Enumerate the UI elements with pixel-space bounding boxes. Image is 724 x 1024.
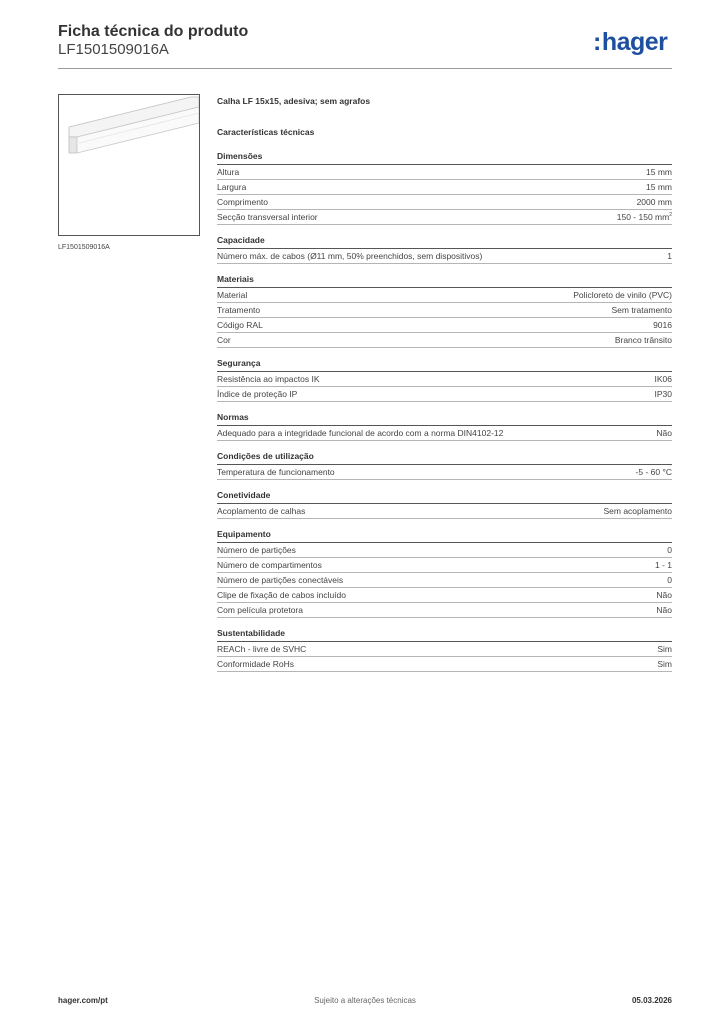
spec-value: Não xyxy=(656,590,672,600)
spec-value-wrap xyxy=(653,318,672,332)
spec-label: Código RAL xyxy=(217,320,263,330)
spec-label: Tratamento xyxy=(217,305,261,315)
spec-group xyxy=(217,358,672,402)
spec-value-wrap xyxy=(646,165,672,179)
spec-value: Policloreto de vinilo (PVC) xyxy=(573,290,672,300)
cable-trunking-image xyxy=(59,95,199,235)
spec-label: Número de partições conectáveis xyxy=(217,575,344,585)
spec-value-wrap xyxy=(657,642,672,656)
spec-value-superscript: 2 xyxy=(669,212,672,219)
spec-value-wrap xyxy=(655,558,672,572)
spec-row xyxy=(217,426,672,441)
spec-value: Sim xyxy=(657,659,672,669)
document-title: Ficha técnica do produto xyxy=(58,23,249,40)
spec-group xyxy=(217,490,672,519)
spec-label: REACh - livre de SVHC xyxy=(217,644,307,654)
spec-value: Sem acoplamento xyxy=(603,506,672,516)
spec-label: Temperatura de funcionamento xyxy=(217,467,335,477)
spec-label: Adequado para a integridade funcional de acordo com a norma DIN4102-12 xyxy=(217,428,504,438)
spec-row xyxy=(217,318,672,333)
spec-value: Branco trânsito xyxy=(614,335,672,345)
spec-value: 15 mm xyxy=(646,182,672,192)
spec-value: 0 xyxy=(667,575,672,585)
spec-value-wrap xyxy=(656,603,672,617)
spec-group-title: Capacidade xyxy=(217,235,672,249)
technical-characteristics-heading: Características técnicas xyxy=(217,127,315,137)
spec-group-title: Equipamento xyxy=(217,529,672,543)
spec-row xyxy=(217,642,672,657)
spec-value-wrap xyxy=(603,504,672,518)
spec-value: 9016 xyxy=(653,320,672,330)
spec-value-wrap xyxy=(657,657,672,671)
spec-value-wrap xyxy=(612,303,672,317)
document-header xyxy=(58,22,248,59)
spec-group xyxy=(217,274,672,348)
spec-row xyxy=(217,504,672,519)
spec-value-wrap xyxy=(667,543,672,557)
spec-label: Número de partições xyxy=(217,545,296,555)
spec-value: Não xyxy=(656,428,672,438)
spec-value-wrap xyxy=(636,465,672,479)
spec-value: 1 xyxy=(667,251,672,261)
spec-group-title: Normas xyxy=(217,412,672,426)
spec-value-wrap xyxy=(667,573,672,587)
spec-value: Não xyxy=(656,605,672,615)
document-footer xyxy=(58,996,672,1010)
spec-group xyxy=(217,151,672,225)
product-image xyxy=(58,94,200,236)
spec-row xyxy=(217,372,672,387)
spec-value-wrap xyxy=(573,288,672,302)
spec-group-title: Segurança xyxy=(217,358,672,372)
spec-row xyxy=(217,543,672,558)
spec-row xyxy=(217,333,672,348)
footer-disclaimer: Sujeito a alterações técnicas xyxy=(314,996,416,1005)
image-caption: LF1501509016A xyxy=(58,244,110,251)
spec-value-wrap xyxy=(656,588,672,602)
product-title: Calha LF 15x15, adesiva; sem agrafos xyxy=(217,96,371,106)
spec-group xyxy=(217,628,672,672)
spec-row xyxy=(217,573,672,588)
spec-value-wrap xyxy=(646,180,672,194)
spec-value: IP30 xyxy=(654,389,672,399)
spec-row xyxy=(217,558,672,573)
footer-date: 05.03.2026 xyxy=(631,996,672,1005)
spec-row xyxy=(217,603,672,618)
spec-label: Com película protetora xyxy=(217,605,303,615)
spec-row xyxy=(217,465,672,480)
spec-label: Secção transversal interior xyxy=(217,212,318,222)
spec-value-wrap xyxy=(617,210,672,224)
spec-group-title: Conetividade xyxy=(217,490,672,504)
spec-label: Material xyxy=(217,290,248,300)
spec-group-title: Sustentabilidade xyxy=(217,628,672,642)
spec-value: IK06 xyxy=(654,374,672,384)
spec-group-title: Dimensões xyxy=(217,151,672,165)
header-divider xyxy=(58,68,672,69)
logo-text: hager xyxy=(601,28,668,56)
spec-value-wrap xyxy=(615,333,672,347)
spec-label: Cor xyxy=(217,335,231,345)
spec-row xyxy=(217,180,672,195)
spec-row xyxy=(217,288,672,303)
spec-group-title: Materiais xyxy=(217,274,672,288)
spec-row xyxy=(217,588,672,603)
spec-group xyxy=(217,529,672,618)
spec-row xyxy=(217,387,672,402)
spec-label: Comprimento xyxy=(217,197,269,207)
spec-group xyxy=(217,412,672,441)
spec-row xyxy=(217,249,672,264)
spec-groups xyxy=(217,151,672,672)
spec-label: Número máx. de cabos (Ø11 mm, 50% preenchidos, sem dispositivos) xyxy=(217,251,483,261)
spec-label: Índice de proteção IP xyxy=(217,389,298,399)
spec-value-wrap xyxy=(667,249,672,263)
spec-group-title: Condições de utilização xyxy=(217,451,672,465)
spec-row xyxy=(217,165,672,180)
spec-content xyxy=(217,96,672,682)
spec-label: Largura xyxy=(217,182,247,192)
footer-website[interactable]: hager.com/pt xyxy=(58,996,108,1005)
spec-group xyxy=(217,451,672,480)
spec-value: 0 xyxy=(667,545,672,555)
spec-label: Conformidade RoHs xyxy=(217,659,295,669)
spec-row xyxy=(217,195,672,210)
spec-value: 2000 mm xyxy=(636,197,672,207)
spec-value-wrap xyxy=(637,195,672,209)
spec-value-wrap xyxy=(656,426,672,440)
spec-value: 1 - 1 xyxy=(654,560,672,570)
spec-value-wrap xyxy=(655,387,673,401)
product-reference: LF1501509016A xyxy=(58,41,169,58)
spec-label: Altura xyxy=(217,167,240,177)
logo-colon: : xyxy=(593,28,601,56)
spec-value: 150 - 150 mm xyxy=(616,212,670,222)
spec-value: Sim xyxy=(657,644,672,654)
spec-label: Número de compartimentos xyxy=(217,560,322,570)
spec-label: Clipe de fixação de cabos incluído xyxy=(217,590,346,600)
spec-value: 15 mm xyxy=(646,167,672,177)
spec-row xyxy=(217,657,672,672)
spec-value-wrap xyxy=(655,372,673,386)
spec-group xyxy=(217,235,672,264)
spec-label: Acoplamento de calhas xyxy=(217,506,306,516)
spec-value: -5 - 60 °C xyxy=(635,467,672,477)
spec-label: Resistência ao impactos IK xyxy=(217,374,320,384)
spec-row xyxy=(217,210,672,225)
spec-row xyxy=(217,303,672,318)
spec-value: Sem tratamento xyxy=(611,305,672,315)
hager-logo xyxy=(593,28,667,56)
